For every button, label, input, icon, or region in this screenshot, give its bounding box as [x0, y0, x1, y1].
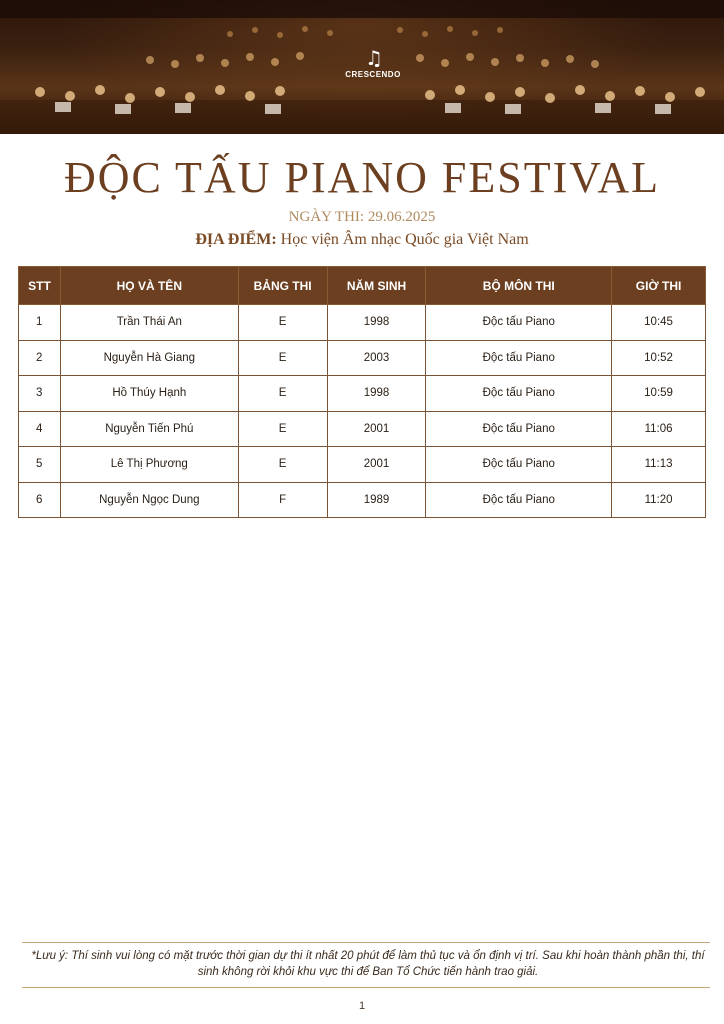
- cell-time: 11:20: [612, 482, 706, 518]
- cell-stt: 5: [19, 447, 61, 483]
- music-note-icon: ♫: [365, 46, 381, 70]
- exam-date: NGÀY THI: 29.06.2025: [288, 209, 436, 225]
- cell-name: Trần Thái An: [60, 305, 238, 341]
- cell-stt: 1: [19, 305, 61, 341]
- cell-time: 11:06: [612, 411, 706, 447]
- table-row: [19, 447, 706, 483]
- cell-board: E: [238, 305, 327, 341]
- cell-board: E: [238, 376, 327, 412]
- cell-stt: 3: [19, 376, 61, 412]
- cell-board: E: [238, 340, 327, 376]
- cell-name: Nguyễn Hà Giang: [60, 340, 238, 376]
- cell-board: E: [238, 447, 327, 483]
- cell-name: Lê Thị Phương: [60, 447, 238, 483]
- cell-birth-year: 1998: [327, 305, 426, 341]
- cell-subject: Độc tấu Piano: [426, 305, 612, 341]
- cell-stt: 6: [19, 482, 61, 518]
- cell-subject: Độc tấu Piano: [426, 447, 612, 483]
- crescendo-logo: [338, 46, 408, 96]
- cell-subject: Độc tấu Piano: [426, 482, 612, 518]
- exam-location: [0, 231, 724, 249]
- note-top-divider: [22, 942, 710, 943]
- cell-time: 10:52: [612, 340, 706, 376]
- cell-name: Hồ Thúy Hạnh: [60, 376, 238, 412]
- column-header-board: BẢNG THI: [238, 267, 327, 305]
- page-number: 1: [358, 1000, 366, 1012]
- table-row: [19, 340, 706, 376]
- cell-name: Nguyễn Tiến Phú: [60, 411, 238, 447]
- cell-subject: Độc tấu Piano: [426, 376, 612, 412]
- location-label: ĐỊA ĐIỂM:: [195, 231, 277, 248]
- cell-birth-year: 2003: [327, 340, 426, 376]
- note-bottom-divider: [22, 987, 710, 988]
- cell-time: 10:45: [612, 305, 706, 341]
- cell-time: 10:59: [612, 376, 706, 412]
- location-value: Học viện Âm nhạc Quốc gia Việt Nam: [280, 231, 529, 248]
- table-header-row: [19, 267, 706, 305]
- column-header-time: GIỜ THI: [612, 267, 706, 305]
- cell-name: Nguyễn Ngọc Dung: [60, 482, 238, 518]
- cell-stt: 2: [19, 340, 61, 376]
- contestant-schedule-table: [18, 266, 706, 518]
- cell-subject: Độc tấu Piano: [426, 340, 612, 376]
- column-header-subject: BỘ MÔN THI: [426, 267, 612, 305]
- table-row: [19, 411, 706, 447]
- column-header-name: HỌ VÀ TÊN: [60, 267, 238, 305]
- cell-time: 11:13: [612, 447, 706, 483]
- table-row: [19, 376, 706, 412]
- logo-wordmark: CRESCENDO: [345, 70, 401, 79]
- cell-birth-year: 2001: [327, 411, 426, 447]
- cell-subject: Độc tấu Piano: [426, 411, 612, 447]
- cell-board: F: [238, 482, 327, 518]
- footnote: *Lưu ý: Thí sinh vui lòng có mặt trước thời gian dự thi ít nhất 20 phút để làm thủ tục và ổn định vị trí. Sau khi hoàn thành phần thi, thí sinh không rời khỏi khu vực thi để Ban Tổ Chức tiến hành trao giải.: [31, 950, 705, 978]
- cell-birth-year: 1998: [327, 376, 426, 412]
- cell-board: E: [238, 411, 327, 447]
- cell-birth-year: 2001: [327, 447, 426, 483]
- header-banner-photo: [0, 0, 724, 134]
- column-header-birth-year: NĂM SINH: [327, 267, 426, 305]
- cell-birth-year: 1989: [327, 482, 426, 518]
- table-row: [19, 482, 706, 518]
- table-row: [19, 305, 706, 341]
- page-title: ĐỘC TẤU PIANO FESTIVAL: [63, 153, 661, 202]
- cell-stt: 4: [19, 411, 61, 447]
- column-header-stt: STT: [19, 267, 61, 305]
